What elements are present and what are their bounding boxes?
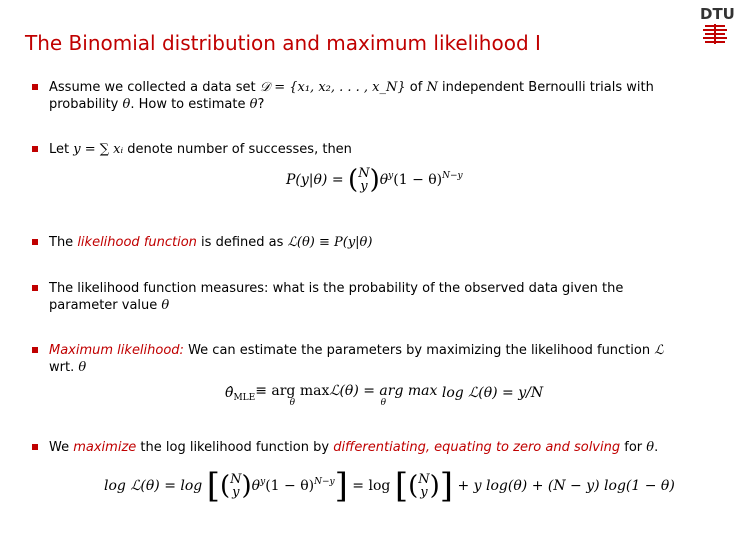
bullet-2 (49, 141, 689, 158)
bullet-marker (32, 146, 38, 152)
bullet-4 (49, 280, 689, 314)
sum-expr: y = ∑ xᵢ (73, 142, 124, 157)
likelihood-def-expr: ℒ(θ) ≡ P(y|θ) (287, 235, 373, 250)
dataset-expr: 𝒟 = {x₁, x₂, . . . , x_N} (259, 80, 406, 95)
mle-formula: $\thetâ_{MLE}\equiv$ arg max θ ℒ(θ) = arg max θ log ℒ(θ) = y/N (225, 383, 544, 408)
bullet-2-text: Let y = ∑ xᵢ denote number of successes, then (49, 142, 352, 157)
bullet-6 (49, 439, 709, 456)
bullet-marker (32, 347, 38, 353)
bullet-marker (32, 84, 38, 90)
bullet-6-text: We maximize the log likelihood function by differentiating, equating to zero and solving for θ. (49, 440, 659, 455)
bullet-1-text: Assume we collected a data set 𝒟 = {x₁, x₂, . . . , x_N} of N independent Bernoulli trials with probability θ. How to estimate θ? (49, 80, 654, 112)
binom-coef: N y (418, 472, 430, 500)
bullet-marker (32, 444, 38, 450)
binomial-formula: P(y|θ) = (N $y)\theta^y(1 - \theta)^{N-y}$ (286, 165, 463, 195)
bullet-marker (32, 239, 38, 245)
dtu-emblem-icon (703, 24, 727, 44)
bullet-1 (49, 79, 689, 113)
bullet-4-text: The likelihood function measures: what is the probability of the observed data given the parameter value θ (49, 281, 624, 313)
dtu-logo (700, 5, 735, 44)
logo-text: DTU (700, 5, 735, 23)
bullet-3-text: The likelihood function is defined as ℒ(θ) ≡ P(y|θ) (49, 235, 373, 250)
bullet-5-text: Maximum likelihood: We can estimate the parameters by maximizing the likelihood function ℒ wrt. θ (49, 343, 664, 375)
slide-title: The Binomial distribution and maximum likelihood I (25, 31, 541, 55)
binom-coef: N y (230, 472, 242, 500)
bullet-marker (32, 285, 38, 291)
log-likelihood-formula: log ℒ(θ) = log [(N $y)\theta^y(1 - \theta)^{N-y}] = \log [(N$ y)] + y log(θ) + (N − y) log(1 − θ) (104, 466, 675, 506)
binom-coef: N y (358, 166, 370, 194)
bullet-3 (49, 234, 689, 251)
bullet-5 (49, 342, 689, 376)
